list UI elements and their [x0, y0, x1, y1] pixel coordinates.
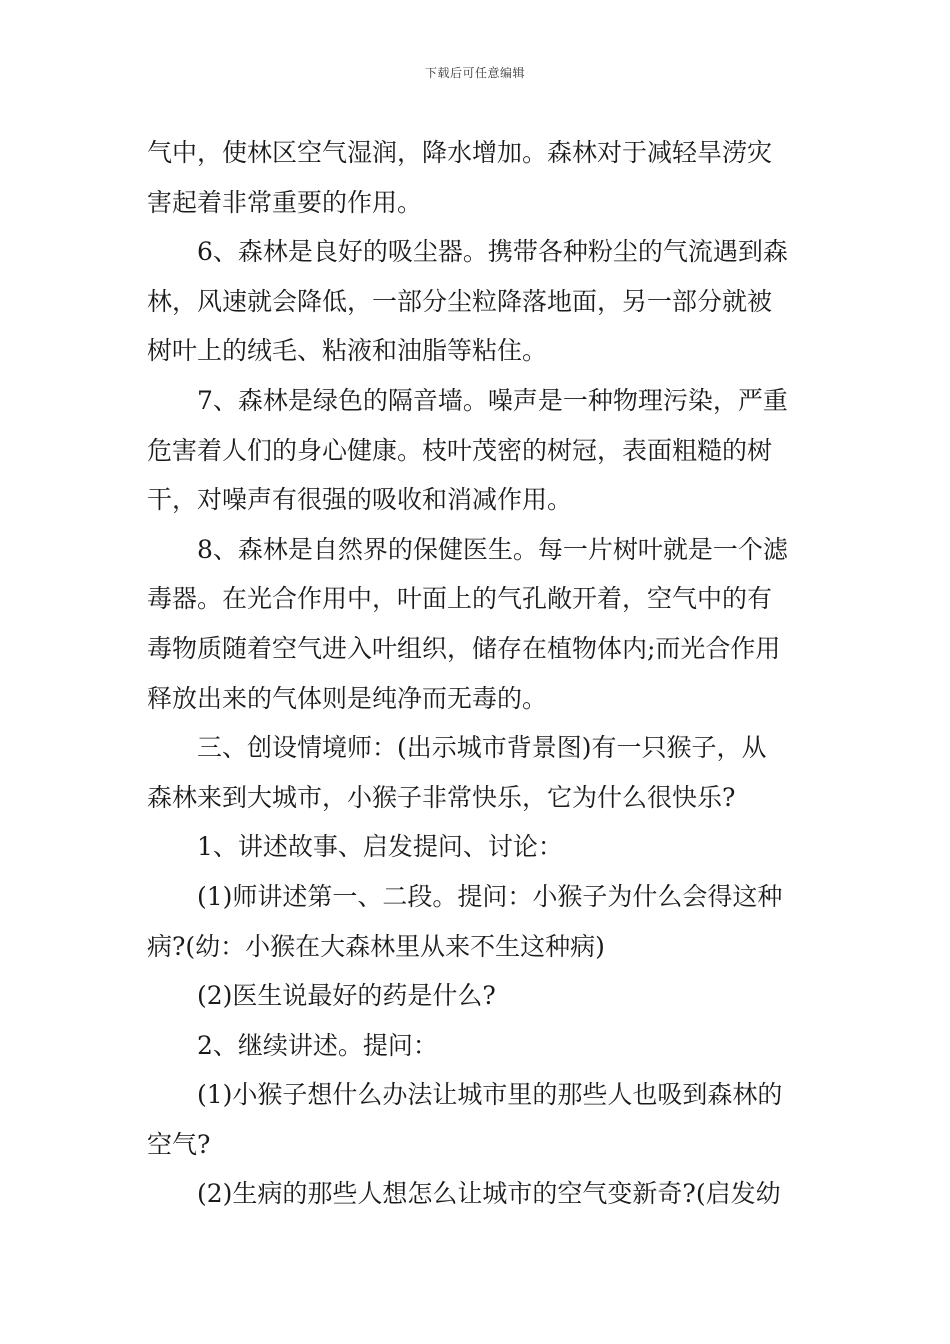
text-line: 树叶上的绒毛、粘液和油脂等粘住。: [147, 336, 548, 366]
paragraph-start-line: 1、讲述故事、启发提问、讨论：: [197, 832, 563, 862]
text-line: 害起着非常重要的作用。: [147, 187, 423, 217]
page-header: 下载后可任意编辑: [424, 66, 525, 80]
paragraph-start-line: (1)师讲述第一、二段。提问：小猴子为什么会得这种: [197, 881, 783, 911]
text-line: 毒器。在光合作用中，叶面上的气孔敞开着，空气中的有: [147, 584, 773, 614]
text-line: 毒物质随着空气进入叶组织，储存在植物体内;而光合作用: [147, 633, 781, 663]
text-line: 干，对噪声有很强的吸收和消减作用。: [147, 485, 573, 515]
document-body: [147, 128, 809, 1219]
paragraph-start-line: (2)医生说最好的药是什么?: [197, 981, 496, 1011]
paragraph-start-line: 2、继续讲述。提问：: [197, 1030, 438, 1060]
text-line: 危害着人们的身心健康。枝叶茂密的树冠，表面粗糙的树: [147, 435, 773, 465]
text-line: 释放出来的气体则是纯净而无毒的。: [147, 683, 548, 713]
paragraph-start-line: (2)生病的那些人想怎么让城市的空气变新奇?(启发幼: [197, 1179, 781, 1209]
paragraph-start-line: 7、森林是绿色的隔音墙。噪声是一种物理污染，严重: [197, 385, 788, 415]
text-line: 气中，使林区空气湿润，降水增加。森林对于减轻旱涝灾: [147, 138, 773, 167]
paragraph-start-line: 三、创设情境师：(出示城市背景图)有一只猴子，从: [197, 733, 767, 763]
paragraph-start-line: 8、森林是自然界的保健医生。每一片树叶就是一个滤: [197, 534, 788, 564]
text-line: 森林来到大城市，小猴子非常快乐，它为什么很快乐?: [147, 782, 736, 812]
paragraph-start-line: (1)小猴子想什么办法让城市里的那些人也吸到森林的: [197, 1080, 783, 1110]
text-line: 林，风速就会降低，一部分尘粒降落地面，另一部分就被: [147, 286, 773, 316]
text-line: 空气?: [147, 1129, 211, 1159]
text-line: 病?(幼：小猴在大森林里从来不生这种病): [147, 931, 605, 961]
paragraph-start-line: 6、森林是良好的吸尘器。携带各种粉尘的气流遇到森: [197, 237, 788, 267]
